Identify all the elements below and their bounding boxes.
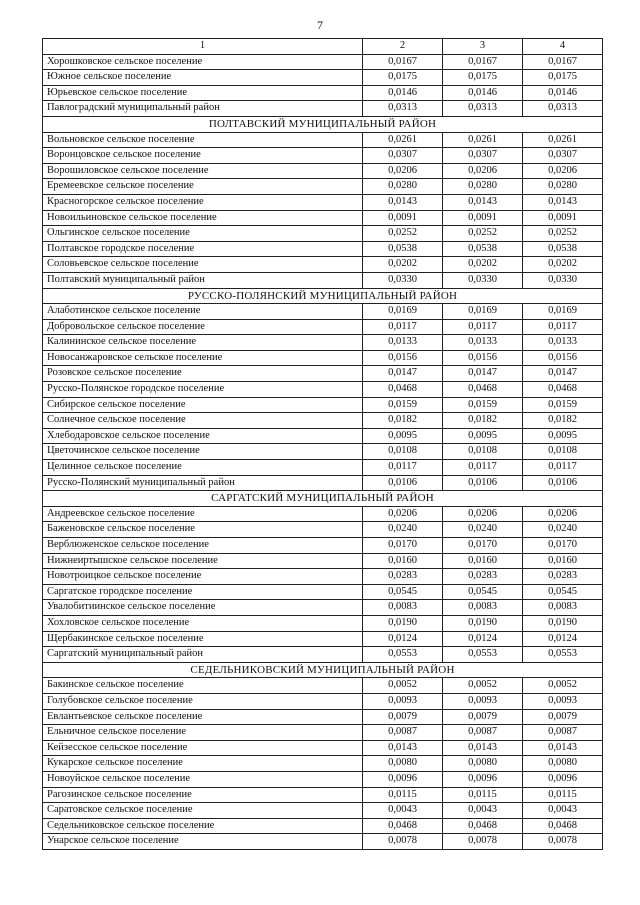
value-cell-col4: 0,0313 — [523, 101, 603, 117]
table-row — [43, 693, 603, 709]
table-row — [43, 366, 603, 382]
value-cell-col4: 0,0468 — [523, 818, 603, 834]
table-row — [43, 101, 603, 117]
value-cell-col4: 0,0330 — [523, 272, 603, 288]
value-cell-col2: 0,0096 — [363, 771, 443, 787]
table-row — [43, 413, 603, 429]
value-cell-col3: 0,0095 — [443, 428, 523, 444]
value-cell-col3: 0,0283 — [443, 569, 523, 585]
settlement-name-cell: Полтавский муниципальный район — [43, 272, 363, 288]
settlement-name-cell: Цветочинское сельское поселение — [43, 444, 363, 460]
table-row — [43, 475, 603, 491]
value-cell-col2: 0,0159 — [363, 397, 443, 413]
table-row — [43, 70, 603, 86]
table-row — [43, 569, 603, 585]
value-cell-col3: 0,0190 — [443, 615, 523, 631]
settlement-name-cell: Полтавское городское поселение — [43, 241, 363, 257]
value-cell-col2: 0,0093 — [363, 693, 443, 709]
district-section-row — [43, 491, 603, 507]
value-cell-col4: 0,0096 — [523, 771, 603, 787]
settlement-name-cell: Щербакинское сельское поселение — [43, 631, 363, 647]
value-cell-col2: 0,0468 — [363, 818, 443, 834]
settlement-name-cell: Новоильиновское сельское поселение — [43, 210, 363, 226]
value-cell-col3: 0,0124 — [443, 631, 523, 647]
table-row — [43, 397, 603, 413]
value-cell-col4: 0,0117 — [523, 319, 603, 335]
settlement-name-cell: Унарское сельское поселение — [43, 834, 363, 850]
value-cell-col2: 0,0043 — [363, 803, 443, 819]
value-cell-col2: 0,0143 — [363, 194, 443, 210]
settlement-name-cell: Нижнеиртышское сельское поселение — [43, 553, 363, 569]
value-cell-col3: 0,0280 — [443, 179, 523, 195]
settlement-name-cell: Верблюженское сельское поселение — [43, 538, 363, 554]
value-cell-col4: 0,0095 — [523, 428, 603, 444]
value-cell-col4: 0,0545 — [523, 584, 603, 600]
value-cell-col4: 0,0106 — [523, 475, 603, 491]
settlement-name-cell: Русско-Полянское городское поселение — [43, 382, 363, 398]
settlement-name-cell: Бакинское сельское поселение — [43, 678, 363, 694]
settlement-name-cell: Кейзесское сельское поселение — [43, 740, 363, 756]
value-cell-col3: 0,0078 — [443, 834, 523, 850]
value-cell-col2: 0,0106 — [363, 475, 443, 491]
value-cell-col3: 0,0147 — [443, 366, 523, 382]
table-row — [43, 725, 603, 741]
table-row — [43, 194, 603, 210]
value-cell-col2: 0,0169 — [363, 304, 443, 320]
value-cell-col2: 0,0261 — [363, 132, 443, 148]
value-cell-col4: 0,0078 — [523, 834, 603, 850]
settlement-name-cell: Соловьевское сельское поселение — [43, 257, 363, 273]
table-row — [43, 148, 603, 164]
value-cell-col2: 0,0095 — [363, 428, 443, 444]
value-cell-col4: 0,0108 — [523, 444, 603, 460]
settlement-name-cell: Еремеевское сельское поселение — [43, 179, 363, 195]
value-cell-col4: 0,0115 — [523, 787, 603, 803]
settlement-name-cell: Хорошковское сельское поселение — [43, 54, 363, 70]
value-cell-col2: 0,0252 — [363, 226, 443, 242]
value-cell-col2: 0,0170 — [363, 538, 443, 554]
value-cell-col3: 0,0538 — [443, 241, 523, 257]
value-cell-col2: 0,0160 — [363, 553, 443, 569]
table-header-row — [43, 39, 603, 55]
value-cell-col3: 0,0156 — [443, 350, 523, 366]
table-row — [43, 709, 603, 725]
table-row — [43, 647, 603, 663]
table-row — [43, 382, 603, 398]
value-cell-col4: 0,0143 — [523, 740, 603, 756]
value-cell-col4: 0,0206 — [523, 506, 603, 522]
value-cell-col4: 0,0170 — [523, 538, 603, 554]
value-cell-col2: 0,0091 — [363, 210, 443, 226]
value-cell-col3: 0,0553 — [443, 647, 523, 663]
table-row — [43, 54, 603, 70]
value-cell-col4: 0,0160 — [523, 553, 603, 569]
settlement-name-cell: Южное сельское поселение — [43, 70, 363, 86]
value-cell-col2: 0,0087 — [363, 725, 443, 741]
table-row — [43, 787, 603, 803]
value-cell-col2: 0,0052 — [363, 678, 443, 694]
settlement-name-cell: Увалобитиинское сельское поселение — [43, 600, 363, 616]
value-cell-col3: 0,0091 — [443, 210, 523, 226]
value-cell-col3: 0,0133 — [443, 335, 523, 351]
table-row — [43, 740, 603, 756]
settlement-name-cell: Седельниковское сельское поселение — [43, 818, 363, 834]
table-row — [43, 241, 603, 257]
value-cell-col2: 0,0538 — [363, 241, 443, 257]
value-cell-col4: 0,0468 — [523, 382, 603, 398]
value-cell-col3: 0,0167 — [443, 54, 523, 70]
value-cell-col3: 0,0252 — [443, 226, 523, 242]
settlement-name-cell: Саратовское сельское поселение — [43, 803, 363, 819]
column-header-3: 3 — [443, 39, 523, 55]
value-cell-col2: 0,0147 — [363, 366, 443, 382]
value-cell-col3: 0,0206 — [443, 506, 523, 522]
value-cell-col3: 0,0240 — [443, 522, 523, 538]
value-cell-col3: 0,0108 — [443, 444, 523, 460]
value-cell-col2: 0,0307 — [363, 148, 443, 164]
value-cell-col4: 0,0169 — [523, 304, 603, 320]
value-cell-col3: 0,0117 — [443, 460, 523, 476]
settlement-name-cell: Солнечное сельское поселение — [43, 413, 363, 429]
value-cell-col4: 0,0240 — [523, 522, 603, 538]
table-row — [43, 834, 603, 850]
table-row — [43, 335, 603, 351]
value-cell-col3: 0,0096 — [443, 771, 523, 787]
value-cell-col2: 0,0283 — [363, 569, 443, 585]
value-cell-col4: 0,0091 — [523, 210, 603, 226]
value-cell-col3: 0,0146 — [443, 85, 523, 101]
settlement-name-cell: Целинное сельское поселение — [43, 460, 363, 476]
value-cell-col4: 0,0146 — [523, 85, 603, 101]
value-cell-col4: 0,0117 — [523, 460, 603, 476]
settlement-name-cell: Новосанжаровское сельское поселение — [43, 350, 363, 366]
value-cell-col4: 0,0538 — [523, 241, 603, 257]
value-cell-col3: 0,0117 — [443, 319, 523, 335]
settlement-name-cell: Ворошиловское сельское поселение — [43, 163, 363, 179]
table-row — [43, 553, 603, 569]
value-cell-col3: 0,0170 — [443, 538, 523, 554]
settlement-name-cell: Саргатский муниципальный район — [43, 647, 363, 663]
table-row — [43, 210, 603, 226]
value-cell-col4: 0,0083 — [523, 600, 603, 616]
table-row — [43, 756, 603, 772]
value-cell-col2: 0,0553 — [363, 647, 443, 663]
table-row — [43, 615, 603, 631]
value-cell-col4: 0,0087 — [523, 725, 603, 741]
settlement-name-cell: Сибирское сельское поселение — [43, 397, 363, 413]
value-cell-col2: 0,0206 — [363, 163, 443, 179]
value-cell-col3: 0,0313 — [443, 101, 523, 117]
value-cell-col4: 0,0079 — [523, 709, 603, 725]
value-cell-col2: 0,0468 — [363, 382, 443, 398]
value-cell-col2: 0,0545 — [363, 584, 443, 600]
value-cell-col2: 0,0190 — [363, 615, 443, 631]
settlement-name-cell: Вольновское сельское поселение — [43, 132, 363, 148]
table-row — [43, 460, 603, 476]
settlement-name-cell: Ольгинское сельское поселение — [43, 226, 363, 242]
value-cell-col4: 0,0143 — [523, 194, 603, 210]
table-row — [43, 350, 603, 366]
table-body — [43, 54, 603, 849]
settlement-name-cell: Голубовское сельское поселение — [43, 693, 363, 709]
table-row — [43, 304, 603, 320]
value-cell-col4: 0,0307 — [523, 148, 603, 164]
value-cell-col2: 0,0133 — [363, 335, 443, 351]
value-cell-col4: 0,0159 — [523, 397, 603, 413]
table-row — [43, 678, 603, 694]
table-row — [43, 132, 603, 148]
value-cell-col2: 0,0280 — [363, 179, 443, 195]
value-cell-col2: 0,0080 — [363, 756, 443, 772]
value-cell-col3: 0,0159 — [443, 397, 523, 413]
value-cell-col3: 0,0083 — [443, 600, 523, 616]
district-section-title: ПОЛТАВСКИЙ МУНИЦИПАЛЬНЫЙ РАЙОН — [43, 116, 603, 132]
value-cell-col4: 0,0261 — [523, 132, 603, 148]
value-cell-col4: 0,0206 — [523, 163, 603, 179]
settlement-name-cell: Красногорское сельское поселение — [43, 194, 363, 210]
value-cell-col2: 0,0175 — [363, 70, 443, 86]
value-cell-col2: 0,0330 — [363, 272, 443, 288]
value-cell-col4: 0,0553 — [523, 647, 603, 663]
value-cell-col3: 0,0079 — [443, 709, 523, 725]
settlement-name-cell: Юрьевское сельское поселение — [43, 85, 363, 101]
table-row — [43, 600, 603, 616]
district-section-row — [43, 662, 603, 678]
value-cell-col4: 0,0252 — [523, 226, 603, 242]
table-row — [43, 506, 603, 522]
table-row — [43, 631, 603, 647]
value-cell-col2: 0,0167 — [363, 54, 443, 70]
value-cell-col3: 0,0043 — [443, 803, 523, 819]
district-section-title: РУССКО-ПОЛЯНСКИЙ МУНИЦИПАЛЬНЫЙ РАЙОН — [43, 288, 603, 304]
column-header-4: 4 — [523, 39, 603, 55]
value-cell-col3: 0,0206 — [443, 163, 523, 179]
value-cell-col4: 0,0124 — [523, 631, 603, 647]
value-cell-col2: 0,0143 — [363, 740, 443, 756]
value-cell-col2: 0,0117 — [363, 319, 443, 335]
value-cell-col4: 0,0202 — [523, 257, 603, 273]
value-cell-col4: 0,0283 — [523, 569, 603, 585]
value-cell-col2: 0,0156 — [363, 350, 443, 366]
settlement-name-cell: Евлантьевское сельское поселение — [43, 709, 363, 725]
settlement-name-cell: Калининское сельское поселение — [43, 335, 363, 351]
column-header-1: 1 — [43, 39, 363, 55]
table-row — [43, 428, 603, 444]
district-section-title: САРГАТСКИЙ МУНИЦИПАЛЬНЫЙ РАЙОН — [43, 491, 603, 507]
table-row — [43, 226, 603, 242]
value-cell-col3: 0,0106 — [443, 475, 523, 491]
value-cell-col4: 0,0167 — [523, 54, 603, 70]
settlement-name-cell: Рагозинское сельское поселение — [43, 787, 363, 803]
value-cell-col2: 0,0078 — [363, 834, 443, 850]
table-row — [43, 584, 603, 600]
table-row — [43, 272, 603, 288]
settlement-name-cell: Воронцовское сельское поселение — [43, 148, 363, 164]
value-cell-col3: 0,0307 — [443, 148, 523, 164]
value-cell-col4: 0,0175 — [523, 70, 603, 86]
value-cell-col4: 0,0156 — [523, 350, 603, 366]
table-row — [43, 818, 603, 834]
value-cell-col3: 0,0143 — [443, 194, 523, 210]
value-cell-col2: 0,0115 — [363, 787, 443, 803]
value-cell-col2: 0,0083 — [363, 600, 443, 616]
value-cell-col3: 0,0093 — [443, 693, 523, 709]
table-row — [43, 85, 603, 101]
table-row — [43, 163, 603, 179]
value-cell-col3: 0,0160 — [443, 553, 523, 569]
table-row — [43, 444, 603, 460]
value-cell-col4: 0,0043 — [523, 803, 603, 819]
value-cell-col3: 0,0330 — [443, 272, 523, 288]
district-section-row — [43, 288, 603, 304]
value-cell-col2: 0,0117 — [363, 460, 443, 476]
table-row — [43, 771, 603, 787]
table-row — [43, 179, 603, 195]
value-cell-col3: 0,0052 — [443, 678, 523, 694]
settlement-name-cell: Саргатское городское поселение — [43, 584, 363, 600]
value-cell-col4: 0,0080 — [523, 756, 603, 772]
value-cell-col3: 0,0169 — [443, 304, 523, 320]
settlement-name-cell: Новоуйское сельское поселение — [43, 771, 363, 787]
column-header-2: 2 — [363, 39, 443, 55]
table-row — [43, 538, 603, 554]
value-cell-col2: 0,0124 — [363, 631, 443, 647]
value-cell-col2: 0,0206 — [363, 506, 443, 522]
value-cell-col3: 0,0468 — [443, 382, 523, 398]
value-cell-col3: 0,0202 — [443, 257, 523, 273]
value-cell-col4: 0,0280 — [523, 179, 603, 195]
value-cell-col3: 0,0115 — [443, 787, 523, 803]
settlement-name-cell: Ельничное сельское поселение — [43, 725, 363, 741]
value-cell-col2: 0,0108 — [363, 444, 443, 460]
value-cell-col2: 0,0240 — [363, 522, 443, 538]
value-cell-col4: 0,0133 — [523, 335, 603, 351]
value-cell-col3: 0,0182 — [443, 413, 523, 429]
settlement-name-cell: Розовское сельское поселение — [43, 366, 363, 382]
table-row — [43, 522, 603, 538]
value-cell-col4: 0,0093 — [523, 693, 603, 709]
value-cell-col2: 0,0182 — [363, 413, 443, 429]
table-row — [43, 803, 603, 819]
value-cell-col4: 0,0052 — [523, 678, 603, 694]
settlement-name-cell: Павлоградский муниципальный район — [43, 101, 363, 117]
value-cell-col4: 0,0182 — [523, 413, 603, 429]
value-cell-col2: 0,0313 — [363, 101, 443, 117]
coefficients-table — [42, 38, 603, 850]
settlement-name-cell: Баженовское сельское поселение — [43, 522, 363, 538]
value-cell-col3: 0,0080 — [443, 756, 523, 772]
table-row — [43, 319, 603, 335]
settlement-name-cell: Кукарское сельское поселение — [43, 756, 363, 772]
value-cell-col4: 0,0147 — [523, 366, 603, 382]
settlement-name-cell: Русско-Полянский муниципальный район — [43, 475, 363, 491]
settlement-name-cell: Хохловское сельское поселение — [43, 615, 363, 631]
settlement-name-cell: Алаботинское сельское поселение — [43, 304, 363, 320]
district-section-row — [43, 116, 603, 132]
settlement-name-cell: Добровольское сельское поселение — [43, 319, 363, 335]
district-section-title: СЕДЕЛЬНИКОВСКИЙ МУНИЦИПАЛЬНЫЙ РАЙОН — [43, 662, 603, 678]
value-cell-col2: 0,0146 — [363, 85, 443, 101]
settlement-name-cell: Новотроицкое сельское поселение — [43, 569, 363, 585]
value-cell-col3: 0,0143 — [443, 740, 523, 756]
value-cell-col3: 0,0545 — [443, 584, 523, 600]
page-number: 7 — [317, 18, 323, 32]
table-row — [43, 257, 603, 273]
settlement-name-cell: Хлебодаровское сельское поселение — [43, 428, 363, 444]
value-cell-col3: 0,0261 — [443, 132, 523, 148]
value-cell-col3: 0,0175 — [443, 70, 523, 86]
value-cell-col3: 0,0087 — [443, 725, 523, 741]
value-cell-col3: 0,0468 — [443, 818, 523, 834]
value-cell-col4: 0,0190 — [523, 615, 603, 631]
settlement-name-cell: Андреевское сельское поселение — [43, 506, 363, 522]
value-cell-col2: 0,0202 — [363, 257, 443, 273]
value-cell-col2: 0,0079 — [363, 709, 443, 725]
